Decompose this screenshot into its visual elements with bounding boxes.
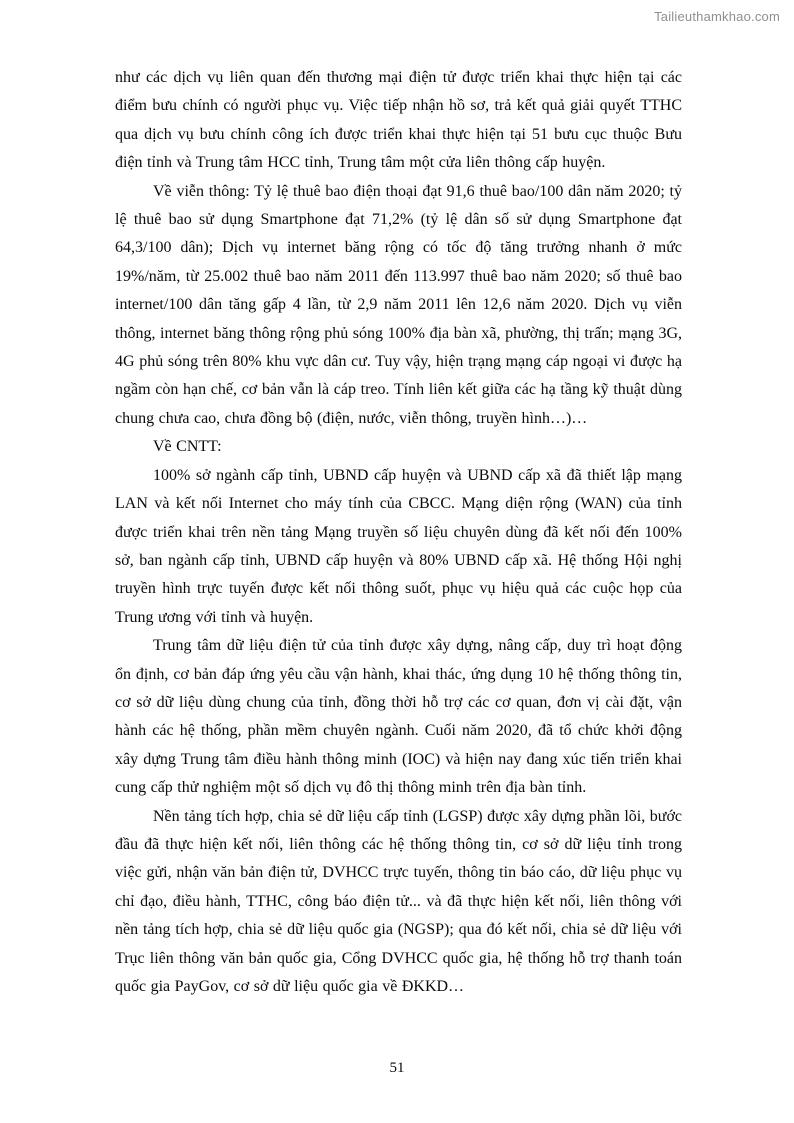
paragraph: Về viễn thông: Tỷ lệ thuê bao điện thoại đạt 91,6 thuê bao/100 dân năm 2020; tỷ lệ thuê bao sử dụng Smartphone đạt 71,2% (tỷ lệ dân số sử dụng Smartphone đạt 64,3/100 dân); Dịch vụ internet băng rộng có tốc độ tăng trưởng nhanh ở mức 19%/năm, từ 25.002 thuê bao năm 2011 đến 113.997 thuê bao năm 2020; số thuê bao internet/100 dân tăng gấp 4 lần, từ 2,9 năm 2011 lên 12,6 năm 2020. Dịch vụ viễn thông, internet băng thông rộng phủ sóng 100% địa bàn xã, phường, thị trấn; mạng 3G, 4G phủ sóng trên 80% khu vực dân cư. Tuy vậy, hiện trạng mạng cáp ngoại vi được hạ ngầm còn hạn chế, cơ bản vẫn là cáp treo. Tính liên kết giữa các hạ tầng kỹ thuật dùng chung chưa cao, chưa đồng bộ (điện, nước, viễn thông, truyền hình…)… <box>115 182 682 427</box>
page-body <box>115 64 682 1001</box>
watermark-text: Tailieuthamkhao.com <box>654 9 780 24</box>
paragraph: Nền tảng tích hợp, chia sẻ dữ liệu cấp tỉnh (LGSP) được xây dựng phần lõi, bước đầu đã thực hiện kết nối, liên thông các hệ thống thông tin, cơ sở dữ liệu tỉnh trong việc gửi, nhận văn bản điện tử, DVHCC trực tuyến, thông tin báo cáo, dữ liệu phục vụ chỉ đạo, điều hành, TTHC, công báo điện tử... và đã thực hiện kết nối, liên thông với nền tảng tích hợp, chia sẻ dữ liệu quốc gia (NGSP); qua đó kết nối, chia sẻ dữ liệu với Trục liên thông văn bản quốc gia, Cổng DVHCC quốc gia, hệ thống hỗ trợ thanh toán quốc gia PayGov, cơ sở dữ liệu quốc gia về ĐKKD… <box>115 807 682 995</box>
paragraph: Trung tâm dữ liệu điện tử của tỉnh được xây dựng, nâng cấp, duy trì hoạt động ổn định, cơ bản đáp ứng yêu cầu vận hành, khai thác, ứng dụng 10 hệ thống thông tin, cơ sở dữ liệu dùng chung của tỉnh, đồng thời hỗ trợ các cơ quan, đơn vị cài đặt, vận hành các hệ thống, phần mềm chuyên ngành. Cuối năm 2020, đã tổ chức khởi động xây dựng Trung tâm điều hành thông minh (IOC) và hiện nay đang xúc tiến triển khai cung cấp thử nghiệm một số dịch vụ đô thị thông minh trên địa bàn tỉnh. <box>115 637 682 797</box>
paragraph: Về CNTT: <box>153 438 222 456</box>
paragraph: 100% sở ngành cấp tỉnh, UBND cấp huyện và UBND cấp xã đã thiết lập mạng LAN và kết nối Internet cho máy tính của CBCC. Mạng diện rộng (WAN) của tỉnh được triển khai trên nền tảng Mạng truyền số liệu chuyên dùng đã kết nối đến 100% sở, ban ngành cấp tỉnh, UBND cấp huyện và 80% UBND cấp xã. Hệ thống Hội nghị truyền hình trực tuyến được kết nối thông suốt, phục vụ hiệu quả các cuộc họp của Trung ương với tỉnh và huyện. <box>115 466 682 626</box>
paragraph: như các dịch vụ liên quan đến thương mại điện tử được triển khai thực hiện tại các điểm bưu chính có người phục vụ. Việc tiếp nhận hồ sơ, trả kết quả giải quyết TTHC qua dịch vụ bưu chính công ích được triển khai thực hiện tại 51 bưu cục thuộc Bưu điện tỉnh và Trung tâm HCC tỉnh, Trung tâm một cửa liên thông cấp huyện. <box>115 69 682 172</box>
page-number: 51 <box>389 1060 405 1076</box>
